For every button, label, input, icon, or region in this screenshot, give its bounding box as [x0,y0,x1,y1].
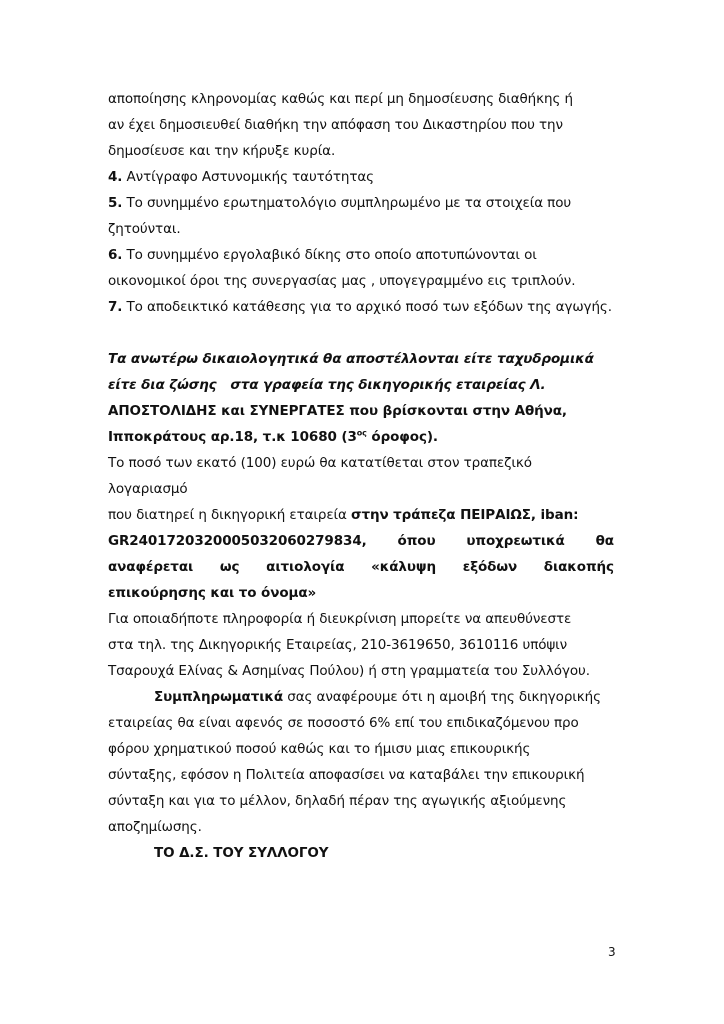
text-line: Τα ανωτέρω δικαιολογητικά θα αποστέλλονται είτε ταχυδρομικά [108,351,594,367]
text-line: επικούρησης και το όνομα» [108,585,317,601]
item-text: Αντίγραφο Αστυνομικής ταυτότητας [122,169,374,185]
word: ως [219,559,240,575]
page-number: 3 [608,945,616,959]
paragraph-submission [108,346,614,450]
text-line: Το ποσό των εκατό (100) ευρώ θα κατατίθεται στον τραπεζικό λογαριασμό [108,455,532,497]
lead-word: Συμπληρωματικά [154,689,284,705]
bank-name: στην τράπεζα ΠΕΙΡΑΙΩΣ, iban: [351,507,579,523]
text-line [108,138,614,164]
address-text-end: όροφος). [366,429,438,445]
line-text: αποποίησης κληρονομίας καθώς και περί μη δημοσίευσης διαθήκης ή [108,91,573,107]
signature: ΤΟ Δ.Σ. ΤΟΥ ΣΥΛΛΟΓΟΥ [154,845,329,861]
text-line: είτε δια ζώσης στα γραφεία της δικηγορικής εταιρείας Λ. [108,377,546,393]
list-item-7 [108,294,614,320]
reason-line [108,554,614,580]
word: όπου [397,533,436,549]
text-line: σύνταξη και για το μέλλον, δηλαδή πέραν της αγωγικής αξιούμενης [108,793,567,809]
paragraph-fees [108,684,614,840]
document-body [108,86,614,866]
word: αιτιολογία [266,559,345,575]
text-line: ΑΠΟΣΤΟΛΙΔΗΣ και ΣΥΝΕΡΓΑΤΕΣ που βρίσκονται στην Αθήνα, [108,403,567,419]
iban-value: GR2401720320005032060279834, [108,533,367,549]
list-item-5 [108,190,614,242]
item-text: Το συνημμένο ερωτηματολόγιο συμπληρωμένο με τα στοιχεία που [122,195,572,211]
item-number: 7. [108,299,123,315]
item-number: 5. [108,195,123,211]
text-line: φόρου χρηματικού ποσού καθώς και το ήμισυ μιας επικουρικής [108,741,531,757]
text-line: σύνταξης, εφόσον η Πολιτεία αποφασίσει να καταβάλει την επικουρική [108,767,585,783]
text-line: στα τηλ. της Δικηγορικής Εταιρείας, 210-3619650, 3610116 υπόψιν [108,637,568,653]
line-text: δημοσίευσε και την κήρυξε κυρία. [108,143,336,159]
text-line [108,112,614,138]
item-text: ζητούνται. [108,221,181,237]
word: αναφέρεται [108,559,194,575]
address-text: Ιπποκράτους αρ.18, τ.κ 10680 (3 [108,429,357,445]
text-line: Τσαρουχά Ελίνας & Ασημίνας Πούλου) ή στη γραμματεία του Συλλόγου. [108,663,590,679]
text-line [108,424,614,450]
line-text: σας αναφέρουμε ότι η αμοιβή της δικηγορικής [283,689,601,705]
line-text: αν έχει δημοσιευθεί διαθήκη την απόφαση του Δικαστηρίου που την [108,117,563,133]
word: θα [595,533,614,549]
list-item-4 [108,164,614,190]
word: εξόδων [462,559,518,575]
item-number: 6. [108,247,123,263]
item-text: Το συνημμένο εργολαβικό δίκης στο οποίο αποτυπώνονται οι [122,247,537,263]
paragraph-contact [108,606,614,684]
list-item-6 [108,242,614,294]
paragraph-bank [108,450,614,606]
text-line [108,86,614,112]
line-text: που διατηρεί η δικηγορική εταιρεία [108,507,352,523]
word: «κάλυψη [371,559,436,575]
item-text: οικονομικοί όροι της συνεργασίας μας , υπογεγραμμένο εις τριπλούν. [108,273,576,289]
paragraph-inheritance [108,86,614,164]
text-line: Για οποιαδήποτε πληροφορία ή διευκρίνιση μπορείτε να απευθύνεστε [108,611,572,627]
floor-superscript: ος [356,428,367,438]
text-line: αποζημίωσης. [108,819,202,835]
iban-line [108,528,614,554]
word: διακοπής [543,559,614,575]
item-number: 4. [108,169,123,185]
word: υποχρεωτικά [466,533,565,549]
text-line: εταιρείας θα είναι αφενός σε ποσοστό 6% επί του επιδικαζόμενου προ [108,715,579,731]
item-text: Το αποδεικτικό κατάθεσης για το αρχικό ποσό των εξόδων της αγωγής. [122,299,612,315]
